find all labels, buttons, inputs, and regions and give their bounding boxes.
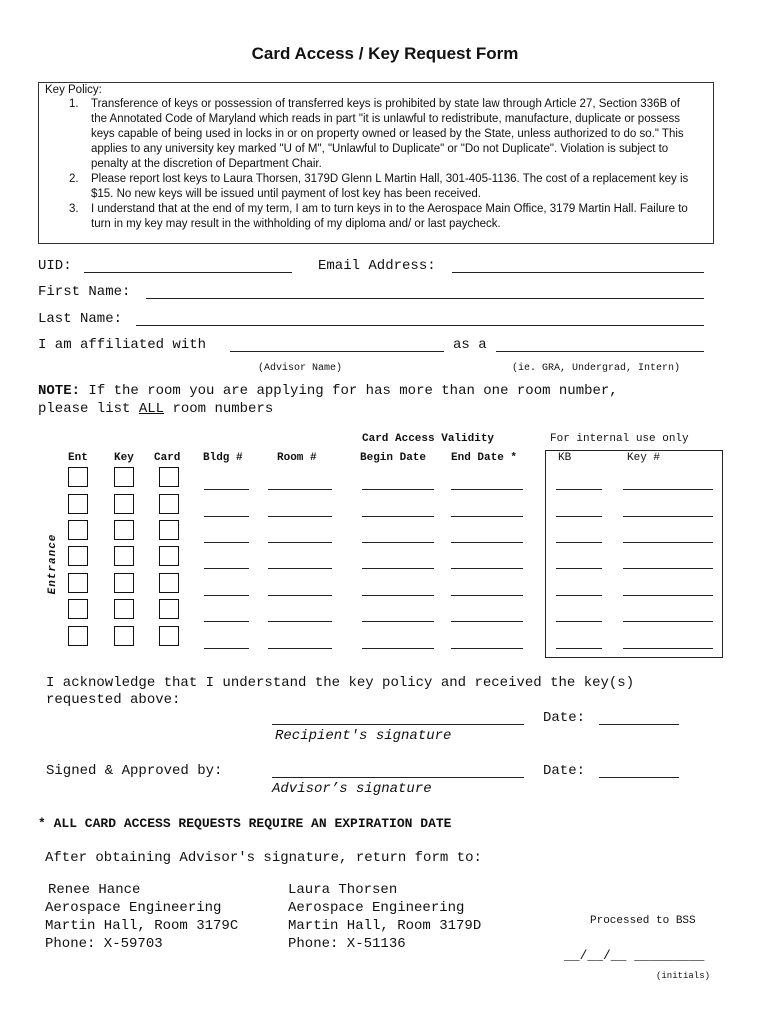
note-text-2b: room numbers [164, 401, 274, 417]
advisor-date-label: Date: [543, 763, 586, 779]
col-kb: KB [558, 452, 572, 464]
end-date-field[interactable] [451, 542, 523, 543]
end-date-field[interactable] [451, 568, 523, 569]
processed-label: Processed to BSS [590, 915, 696, 927]
role-hint: (ie. GRA, Undergrad, Intern) [512, 363, 681, 374]
end-date-field[interactable] [451, 621, 523, 622]
advisor-signature-caption: Advisor’s signature [272, 781, 432, 797]
note-text-1: If the room you are applying for has more than one room number, [80, 383, 618, 399]
kb-field[interactable] [556, 542, 602, 543]
recipient-date-field[interactable] [599, 724, 679, 725]
return-instructions: After obtaining Advisor's signature, return form to: [45, 850, 482, 866]
policy-item [69, 202, 689, 232]
col-key-number: Key # [627, 452, 661, 464]
first-name-label: First Name: [38, 284, 131, 300]
note-line-1 [38, 383, 618, 399]
processed-date-field[interactable]: __/__/__ _________ [564, 948, 705, 963]
room-field[interactable] [268, 542, 332, 543]
key-checkbox[interactable] [114, 573, 134, 593]
room-field[interactable] [268, 595, 332, 596]
room-field[interactable] [268, 568, 332, 569]
kb-field[interactable] [556, 595, 602, 596]
card-checkbox[interactable] [159, 546, 179, 566]
key-number-field[interactable] [623, 595, 713, 596]
end-date-field[interactable] [451, 516, 523, 517]
key-number-field[interactable] [623, 516, 713, 517]
key-number-field[interactable] [623, 542, 713, 543]
policy-item [69, 97, 689, 172]
end-date-field[interactable] [451, 648, 523, 649]
col-end-date: End Date * [451, 452, 518, 464]
policy-item-text: Please report lost keys to Laura Thorsen, 3179D Glenn L Martin Hall, 301-405-1136. The cost of a replacement key is $15. No new keys will be issued until payment of lost key has been received. [91, 173, 689, 200]
key-checkbox[interactable] [114, 546, 134, 566]
bldg-field[interactable] [204, 648, 249, 649]
room-field[interactable] [268, 621, 332, 622]
card-checkbox[interactable] [159, 467, 179, 487]
kb-field[interactable] [556, 648, 602, 649]
policy-item-text: Transference of keys or possession of transferred keys is prohibited by state law through Article 27, Section 336B of the Annotated Code of Maryland which reads in part "it is unlawful to redistribute, manufacture, duplicate or possess keys capable of being used in locks in or on property owned or leased by the State, unless authorized to do so." This applies to any university key marked "U of M", "Unlawful to Duplicate" or "Do not Duplicate". Violation is subject to penalty at the discretion of Department Chair. [91, 98, 684, 170]
begin-date-field[interactable] [362, 568, 434, 569]
ent-checkbox[interactable] [68, 467, 88, 487]
kb-field[interactable] [556, 621, 602, 622]
bldg-field[interactable] [204, 516, 249, 517]
validity-header: Card Access Validity [362, 433, 495, 445]
ent-checkbox[interactable] [68, 520, 88, 540]
card-checkbox[interactable] [159, 599, 179, 619]
col-ent: Ent [68, 452, 88, 464]
advisor-date-field[interactable] [599, 777, 679, 778]
begin-date-field[interactable] [362, 648, 434, 649]
col-key: Key [114, 452, 134, 464]
policy-item [69, 172, 689, 202]
key-checkbox[interactable] [114, 626, 134, 646]
ent-checkbox[interactable] [68, 599, 88, 619]
email-label: Email Address: [318, 258, 436, 274]
key-checkbox[interactable] [114, 520, 134, 540]
first-name-field[interactable] [146, 298, 704, 299]
room-field[interactable] [268, 489, 332, 490]
bldg-field[interactable] [204, 595, 249, 596]
policy-item-number: 1. [69, 98, 79, 110]
last-name-field[interactable] [136, 325, 704, 326]
affiliated-label: I am affiliated with [38, 337, 207, 353]
col-bldg: Bldg # [203, 452, 243, 464]
card-checkbox[interactable] [159, 626, 179, 646]
key-number-field[interactable] [623, 489, 713, 490]
email-field[interactable] [452, 272, 704, 273]
ent-checkbox[interactable] [68, 626, 88, 646]
note-line-2 [38, 401, 273, 417]
initials-caption: (initials) [656, 971, 711, 981]
ent-checkbox[interactable] [68, 494, 88, 514]
kb-field[interactable] [556, 516, 602, 517]
key-policy-box [38, 82, 714, 244]
contact-room: Martin Hall, Room 3179D [288, 918, 482, 934]
ack-line-2: requested above: [46, 692, 181, 708]
ent-checkbox[interactable] [68, 546, 88, 566]
contact-phone: Phone: X-59703 [45, 936, 163, 952]
note-bold: NOTE: [38, 383, 81, 399]
internal-use-box [545, 450, 723, 658]
form-title: Card Access / Key Request Form [251, 44, 519, 63]
end-date-field[interactable] [451, 595, 523, 596]
expiration-note: * ALL CARD ACCESS REQUESTS REQUIRE AN EXPIRATION DATE [38, 816, 452, 831]
col-card: Card [154, 452, 181, 464]
room-field[interactable] [268, 648, 332, 649]
note-text-2a: please list [38, 401, 139, 417]
recipient-signature-caption: Recipient's signature [275, 728, 452, 744]
key-number-field[interactable] [623, 648, 713, 649]
advisor-name-field[interactable] [230, 351, 444, 352]
entrance-side-label: Entrance [47, 533, 59, 595]
ack-line-1: I acknowledge that I understand the key policy and received the key(s) [46, 675, 635, 691]
room-field[interactable] [268, 516, 332, 517]
contact-dept: Aerospace Engineering [288, 900, 465, 916]
uid-label: UID: [38, 258, 72, 274]
kb-field[interactable] [556, 568, 602, 569]
last-name-label: Last Name: [38, 311, 123, 327]
signed-approved-label: Signed & Approved by: [46, 763, 223, 779]
contact-phone: Phone: X-51136 [288, 936, 406, 952]
bldg-field[interactable] [204, 542, 249, 543]
kb-field[interactable] [556, 489, 602, 490]
col-begin-date: Begin Date [360, 452, 427, 464]
recipient-signature-field[interactable] [272, 724, 524, 725]
card-checkbox[interactable] [159, 573, 179, 593]
role-field[interactable] [496, 351, 704, 352]
contact-room: Martin Hall, Room 3179C [45, 918, 239, 934]
begin-date-field[interactable] [362, 542, 434, 543]
contact-laura [288, 881, 481, 953]
policy-heading: Key Policy: [45, 84, 102, 96]
key-number-field[interactable] [623, 568, 713, 569]
advisor-name-hint: (Advisor Name) [258, 363, 343, 374]
key-checkbox[interactable] [114, 494, 134, 514]
as-a-label: as a [453, 337, 487, 353]
ent-checkbox[interactable] [68, 573, 88, 593]
bldg-field[interactable] [204, 568, 249, 569]
internal-header: For internal use only [550, 433, 689, 445]
contact-dept: Aerospace Engineering [45, 900, 222, 916]
begin-date-field[interactable] [362, 595, 434, 596]
begin-date-field[interactable] [362, 621, 434, 622]
contact-renee [45, 881, 239, 953]
note-all: ALL [138, 401, 165, 417]
advisor-signature-field[interactable] [272, 777, 524, 778]
bldg-field[interactable] [204, 489, 249, 490]
card-checkbox[interactable] [159, 494, 179, 514]
uid-field[interactable] [84, 272, 292, 273]
contact-name: Laura Thorsen [288, 882, 398, 898]
policy-item-number: 2. [69, 173, 79, 185]
policy-list [69, 97, 689, 232]
begin-date-field[interactable] [362, 516, 434, 517]
key-number-field[interactable] [623, 621, 713, 622]
key-checkbox[interactable] [114, 599, 134, 619]
end-date-field[interactable] [451, 489, 523, 490]
col-room: Room # [277, 452, 317, 464]
recipient-date-label: Date: [543, 710, 586, 726]
begin-date-field[interactable] [362, 489, 434, 490]
contact-name: Renee Hance [48, 882, 141, 898]
bldg-field[interactable] [204, 621, 249, 622]
card-checkbox[interactable] [159, 520, 179, 540]
key-checkbox[interactable] [114, 467, 134, 487]
policy-item-number: 3. [69, 203, 79, 215]
policy-item-text: I understand that at the end of my term, I am to turn keys in to the Aerospace Main Office, 3179 Martin Hall. Failure to turn in my key may result in the withholding of my diploma and/ or last paycheck. [91, 203, 688, 230]
